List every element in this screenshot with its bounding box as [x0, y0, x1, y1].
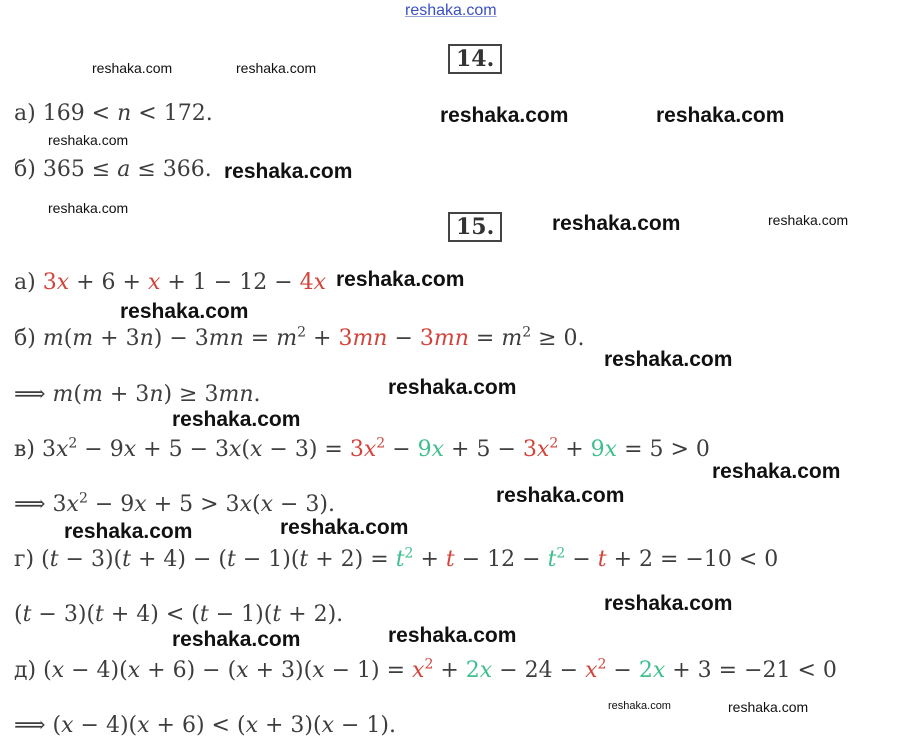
item-label: д): [14, 658, 37, 683]
watermark: reshaka.com: [768, 212, 849, 228]
watermark: reshaka.com: [608, 700, 671, 712]
watermark-top[interactable]: reshaka.com: [405, 2, 497, 19]
watermark: reshaka.com: [120, 300, 249, 323]
watermark: reshaka.com: [440, 104, 569, 127]
task-14-a: а) 169 < n < 172.: [14, 101, 213, 126]
watermark: reshaka.com: [388, 376, 517, 399]
watermark: reshaka.com: [172, 408, 301, 431]
watermark: reshaka.com: [224, 160, 353, 183]
task-15-b-line1: б) $m(m + 3n) - 3mn = m^2 + 3mn - 3mn = m^2 \ge 0$.: [14, 324, 585, 351]
watermark: reshaka.com: [552, 212, 681, 235]
watermark: reshaka.com: [604, 348, 733, 371]
watermark: reshaka.com: [64, 520, 193, 543]
item-label: г): [14, 547, 35, 572]
task-15-v-line2: ⟹ $3x^2 - 9x + 5 > 3x(x - 3)$.: [14, 490, 335, 517]
item-label: а): [14, 101, 36, 126]
task-15-g-line2: (t − 3)(t + 4) < (t − 1)(t + 2).: [14, 602, 344, 627]
task-15-d-line1: д) $(x - 4)(x + 6) - (x + 3)(x - 1) = x^2 + 2x - 24 - x^2 - 2x + 3 = -21 < 0$: [14, 656, 837, 683]
task-14-number: 14.: [448, 44, 502, 74]
task-15-b-line2: ⟹ m(m + 3n) ≥ 3mn.: [14, 382, 261, 407]
watermark: reshaka.com: [172, 628, 301, 651]
task-15-v-line1: в) $3x^2 - 9x + 5 - 3x(x - 3) = 3x^2 - 9x + 5 - 3x^2 + 9x = 5 > 0$: [14, 435, 710, 462]
watermark: reshaka.com: [496, 484, 625, 507]
task-15-g-line1: г) $(t - 3)(t + 4) - (t - 1)(t + 2) = t^2 + t - 12 - t^2 - t + 2 = -10 < 0$: [14, 545, 779, 572]
watermark: reshaka.com: [712, 460, 841, 483]
watermark: reshaka.com: [48, 200, 129, 216]
item-label: а): [14, 270, 36, 295]
task-15-number: 15.: [448, 212, 502, 242]
item-label: в): [14, 437, 35, 462]
item-label: б): [14, 326, 36, 351]
watermark: reshaka.com: [280, 516, 409, 539]
watermark: reshaka.com: [728, 699, 809, 715]
item-label: б): [14, 157, 36, 182]
task-15-d-line2: ⟹ (x − 4)(x + 6) < (x + 3)(x − 1).: [14, 713, 397, 738]
watermark: reshaka.com: [48, 132, 129, 148]
watermark: reshaka.com: [236, 60, 317, 76]
watermark: reshaka.com: [92, 60, 173, 76]
task-14-b: б) 365 ≤ a ≤ 366.: [14, 157, 212, 182]
watermark: reshaka.com: [388, 624, 517, 647]
watermark: reshaka.com: [336, 268, 465, 291]
watermark: reshaka.com: [604, 592, 733, 615]
task-15-a: а) 3x + 6 + x + 1 − 12 − 4x: [14, 270, 327, 295]
watermark: reshaka.com: [656, 104, 785, 127]
